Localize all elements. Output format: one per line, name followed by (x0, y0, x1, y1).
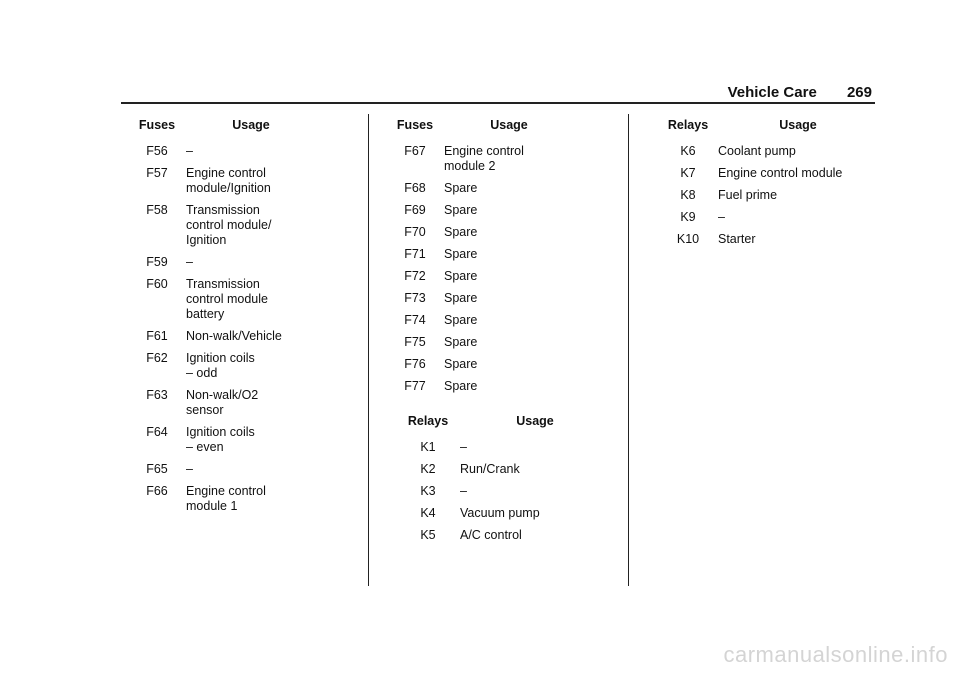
header-usage: Usage (490, 118, 528, 132)
header-usage: Usage (232, 118, 270, 132)
header-usage: Usage (516, 414, 554, 428)
table-header-row (128, 118, 316, 144)
column-divider-1 (368, 114, 369, 586)
row-id: F65 (146, 462, 168, 476)
fuse-table-1 (128, 118, 316, 521)
row-usage: Engine control module 1 (186, 484, 266, 513)
row-id: F63 (146, 388, 168, 402)
row-id: F62 (146, 351, 168, 365)
row-id: F66 (146, 484, 168, 498)
table-header-row (396, 414, 610, 440)
table-row (128, 144, 316, 166)
column-divider-2 (628, 114, 629, 586)
row-id: F59 (146, 255, 168, 269)
table-row (396, 462, 610, 484)
table-col3 (658, 118, 878, 254)
row-usage: Fuel prime (718, 188, 778, 202)
table-row (386, 144, 574, 181)
header-usage: Usage (779, 118, 817, 132)
row-usage: Spare (444, 181, 478, 195)
table-row (396, 440, 610, 462)
row-usage: Spare (444, 247, 478, 261)
row-usage: – (460, 440, 467, 454)
row-usage: Engine control module 2 (444, 144, 524, 173)
row-id: F73 (404, 291, 426, 305)
row-usage: Spare (444, 269, 478, 283)
row-usage: Run/Crank (460, 462, 520, 476)
table-row (658, 166, 878, 188)
header-id: Relays (667, 118, 709, 132)
watermark-text: carmanualsonline.info (723, 642, 948, 667)
row-id: F61 (146, 329, 168, 343)
row-id: F76 (404, 357, 426, 371)
row-id: F70 (404, 225, 426, 239)
row-id: F72 (404, 269, 426, 283)
table-row (386, 357, 574, 379)
table-col2b (396, 414, 610, 550)
relay-table-2 (658, 118, 878, 254)
row-usage: – (186, 144, 193, 158)
table-row (386, 335, 574, 357)
fuse-table-2 (386, 118, 574, 401)
table-row (128, 425, 316, 462)
page-header (728, 84, 872, 101)
table-row (128, 203, 316, 255)
table-row (386, 291, 574, 313)
row-id: F75 (404, 335, 426, 349)
row-usage: – (718, 210, 725, 224)
row-usage: Spare (444, 225, 478, 239)
table-header-row (386, 118, 574, 144)
row-id: K4 (420, 506, 436, 520)
row-id: K9 (680, 210, 696, 224)
row-usage: Engine control module/Ignition (186, 166, 271, 195)
table-row (658, 188, 878, 210)
table-row (128, 255, 316, 277)
header-id: Fuses (396, 118, 434, 132)
table-row (658, 144, 878, 166)
table-row (386, 313, 574, 335)
table-row (386, 247, 574, 269)
page-number: 269 (846, 84, 872, 101)
table-row (386, 379, 574, 401)
table-row (128, 484, 316, 521)
table-row (658, 232, 878, 254)
table-row (386, 181, 574, 203)
table-row (128, 388, 316, 425)
table-header-row (658, 118, 878, 144)
table-row (396, 484, 610, 506)
table-row (128, 351, 316, 388)
header-id: Fuses (138, 118, 176, 132)
table-row (396, 506, 610, 528)
row-usage: Non-walk/O2 sensor (186, 388, 259, 417)
row-id: K6 (680, 144, 696, 158)
row-id: K1 (420, 440, 436, 454)
row-usage: Spare (444, 379, 478, 393)
row-id: K10 (676, 232, 700, 246)
row-id: F60 (146, 277, 168, 291)
row-usage: Spare (444, 335, 478, 349)
row-usage: Spare (444, 203, 478, 217)
row-id: K8 (680, 188, 696, 202)
table-row (128, 462, 316, 484)
row-usage: Ignition coils – odd (186, 351, 255, 380)
header-rule (121, 102, 875, 104)
row-usage: A/C control (460, 528, 522, 542)
table-row (658, 210, 878, 232)
row-usage: Non-walk/Vehicle (186, 329, 282, 343)
row-id: F57 (146, 166, 168, 180)
section-title: Vehicle Care (727, 84, 817, 101)
table-col1 (128, 118, 316, 521)
row-id: K3 (420, 484, 436, 498)
row-id: K7 (680, 166, 696, 180)
row-usage: Vacuum pump (460, 506, 540, 520)
table-row (128, 277, 316, 329)
row-usage: – (460, 484, 467, 498)
row-usage: Starter (718, 232, 756, 246)
row-id: F71 (404, 247, 426, 261)
row-id: F56 (146, 144, 168, 158)
row-usage: – (186, 255, 193, 269)
row-id: F77 (404, 379, 426, 393)
row-usage: Spare (444, 313, 478, 327)
row-usage: – (186, 462, 193, 476)
row-usage: Transmission control module battery (186, 277, 268, 321)
row-id: F67 (404, 144, 426, 158)
row-id: F69 (404, 203, 426, 217)
table-row (386, 225, 574, 247)
row-id: K5 (420, 528, 436, 542)
table-row (386, 269, 574, 291)
row-usage: Transmission control module/ Ignition (186, 203, 272, 247)
row-usage: Ignition coils – even (186, 425, 255, 454)
relay-table-1 (396, 414, 610, 550)
row-usage: Coolant pump (718, 144, 796, 158)
table-row (396, 528, 610, 550)
row-usage: Spare (444, 291, 478, 305)
row-id: F74 (404, 313, 426, 327)
row-usage: Engine control module (718, 166, 843, 180)
row-usage: Spare (444, 357, 478, 371)
table-col2a (386, 118, 574, 401)
row-id: F64 (146, 425, 168, 439)
table-row (128, 166, 316, 203)
row-id: K2 (420, 462, 436, 476)
row-id: F58 (146, 203, 168, 217)
table-row (386, 203, 574, 225)
header-id: Relays (407, 414, 449, 428)
table-row (128, 329, 316, 351)
row-id: F68 (404, 181, 426, 195)
